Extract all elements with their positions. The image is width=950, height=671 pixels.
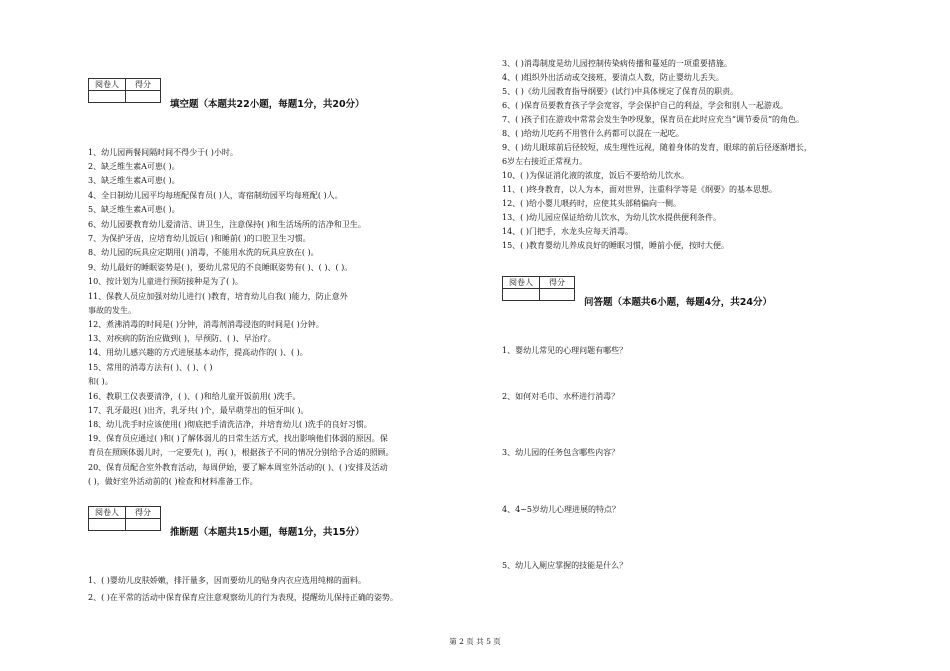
question-line: 6岁左右接近正常视力。 — [502, 157, 588, 166]
question-line: 15、( )教育婴幼儿养成良好的睡眠习惯，睡前小便，按时大便。 — [502, 241, 729, 250]
score-box — [88, 78, 161, 103]
question-line: 4、( )组织外出活动或交接班，要清点人数，防止婴幼儿丢失。 — [502, 73, 724, 82]
question-line: 14、用幼儿感兴趣的方式进展基本动作，提高动作的( )、( )。 — [88, 348, 308, 357]
question-line: 11、( )终身教育，以人为本，面对世界，注重科学等是《纲要》的基本思想。 — [502, 185, 777, 194]
score-label: 得分 — [126, 79, 161, 91]
question-line: 11、保教人员应加强对幼儿进行( )教育，培育幼儿自我( )能力，防止意外 — [88, 292, 348, 301]
question-line: 9、幼儿最好的睡眠姿势是( )，要幼儿常见的不良睡眠姿势有( )、( )、( )。 — [88, 263, 353, 272]
page-number: 第 2 页 共 5 页 — [449, 637, 501, 646]
question-line: 和( )。 — [88, 377, 113, 386]
qa-question: 4、4~5岁幼儿心理进展的特点？ — [502, 505, 620, 514]
question-line: 育员在照顾体弱儿时，一定要先( )，再( )，根据孩子不同的情况分别给予合适的照顾。 — [88, 448, 394, 457]
question-line: 7、( )孩子们在游戏中常常会发生争吵现象，保育员在此时应充当“调节委员”的角色。 — [502, 115, 805, 124]
question-line: 8、( )给幼儿吃药不用管什么药都可以混在一起吃。 — [502, 129, 684, 138]
question-line: 10、( )为保证消化液的浓度，饭后不要给幼儿饮水。 — [502, 171, 689, 180]
question-line: 12、煮沸消毒的时间是( )分钟，消毒剂消毒浸泡的时间是( )分钟。 — [88, 320, 324, 329]
question-line: 14、( )门把手，水龙头应每天消毒。 — [502, 227, 633, 236]
question-line: 15、常用的消毒方法有( )、( )、( ) — [88, 363, 213, 372]
question-line: 4、全日制幼儿园平均每班配保育员( )人，寄宿制幼园平均每班配( )人。 — [88, 191, 343, 200]
question-line: 12、( )给小婴儿喂药时，应使其头部稍偏向一侧。 — [502, 199, 681, 208]
question-line: 6、( )保育员要教育孩子学会宽容，学会保护自己的利益，学会和别人一起游戏。 — [502, 101, 788, 110]
qa-question: 3、幼儿园的任务包含哪些内容？ — [502, 448, 620, 457]
score-box — [502, 276, 575, 301]
question-line: 16、教职工仪表要清净，( )、( )和给儿童开饭前用( )洗手。 — [88, 392, 301, 401]
question-line: 5、缺乏维生素A可患( )。 — [88, 205, 180, 214]
question-line: 3、( )消毒制度是幼儿园控制传染病传播和蔓延的一项重要措施。 — [502, 59, 732, 68]
question-line: 18、幼儿洗手时应该使用( )彻底把手清洗洁净，并培育幼儿( )洗手的良好习惯。 — [88, 420, 372, 429]
question-line: 6、幼儿园要教育幼儿爱清洁、讲卫生，注意保持( )和生活场所的洁净和卫生。 — [88, 220, 366, 229]
question-line: 7、为保护牙齿，应培育幼儿饭后( )和睡前( )的口腔卫生习惯。 — [88, 234, 311, 243]
question-line: 1、( )婴幼儿皮肤娇嫩，排汗量多，因而要幼儿的贴身内衣应选用纯棉的面料。 — [88, 576, 366, 585]
question-line: 13、对疾病的防治应做到( )，早预防、( )、早治疗。 — [88, 334, 276, 343]
reviewer-label: 阅卷人 — [89, 507, 126, 519]
question-line: 19、保育员应通过( )和( )了解体弱儿的日常生活方式，找出影响他们体弱的原因。保 — [88, 434, 388, 443]
question-line: 13、( )幼儿园应保证给幼儿饮水，为幼儿饮水提供便利条件。 — [502, 213, 721, 222]
question-line: 1、幼儿园两餐间隔时间不得少于( )小时。 — [88, 148, 238, 157]
qa-title: 问答题（本题共6小题，每题4分，共24分） — [584, 297, 772, 308]
judge-title: 推断题（本题共15小题，每题1分，共15分） — [170, 527, 365, 538]
question-line: 17、乳牙最迟( )出齐，乳牙共( )个，最早萌芽出的恒牙叫( )。 — [88, 406, 309, 415]
question-line: 20、保育员配合室外教育活动，每周伊始，要了解本周室外活动的( )、( )安排及活动 — [88, 463, 388, 472]
question-line: ( )，做好室外活动前的( )检查和材料准备工作。 — [88, 477, 258, 486]
question-line: 5、( )《幼儿园教育指导纲要》(试行)中具体规定了保育员的职责。 — [502, 87, 739, 96]
fill-blank-title: 填空题（本题共22小题，每题1分，共20分） — [170, 99, 365, 110]
qa-question: 5、幼儿入厕应掌握的技能是什么？ — [502, 561, 628, 570]
question-line: 9、( )幼儿眼球前后径较短，成生理性远视，随着身体的发育，眼球的前后径逐渐增长， — [502, 143, 812, 152]
qa-question: 2、如何对毛巾、水杯进行消毒？ — [502, 392, 620, 401]
reviewer-label: 阅卷人 — [89, 79, 126, 91]
question-line: 事故的发生。 — [88, 306, 136, 315]
question-line: 8、幼儿园的玩具应定期用( )消毒，不能用水洗的玩具应放在( )。 — [88, 248, 319, 257]
score-box — [88, 506, 161, 531]
reviewer-label: 阅卷人 — [503, 277, 540, 289]
question-line: 2、缺乏维生素A可患( )。 — [88, 162, 180, 171]
question-line: 2、( )在平常的活动中保育保育应注意观察幼儿的行为表现，提醒幼儿保持正确的姿势。 — [88, 593, 398, 602]
score-label: 得分 — [540, 277, 575, 289]
qa-question: 1、婴幼儿常见的心理问题有哪些？ — [502, 346, 628, 355]
score-label: 得分 — [126, 507, 161, 519]
question-line: 3、缺乏维生素A可患( )。 — [88, 176, 180, 185]
question-line: 10、按计划为儿童进行预防接种是为了( )。 — [88, 277, 243, 286]
